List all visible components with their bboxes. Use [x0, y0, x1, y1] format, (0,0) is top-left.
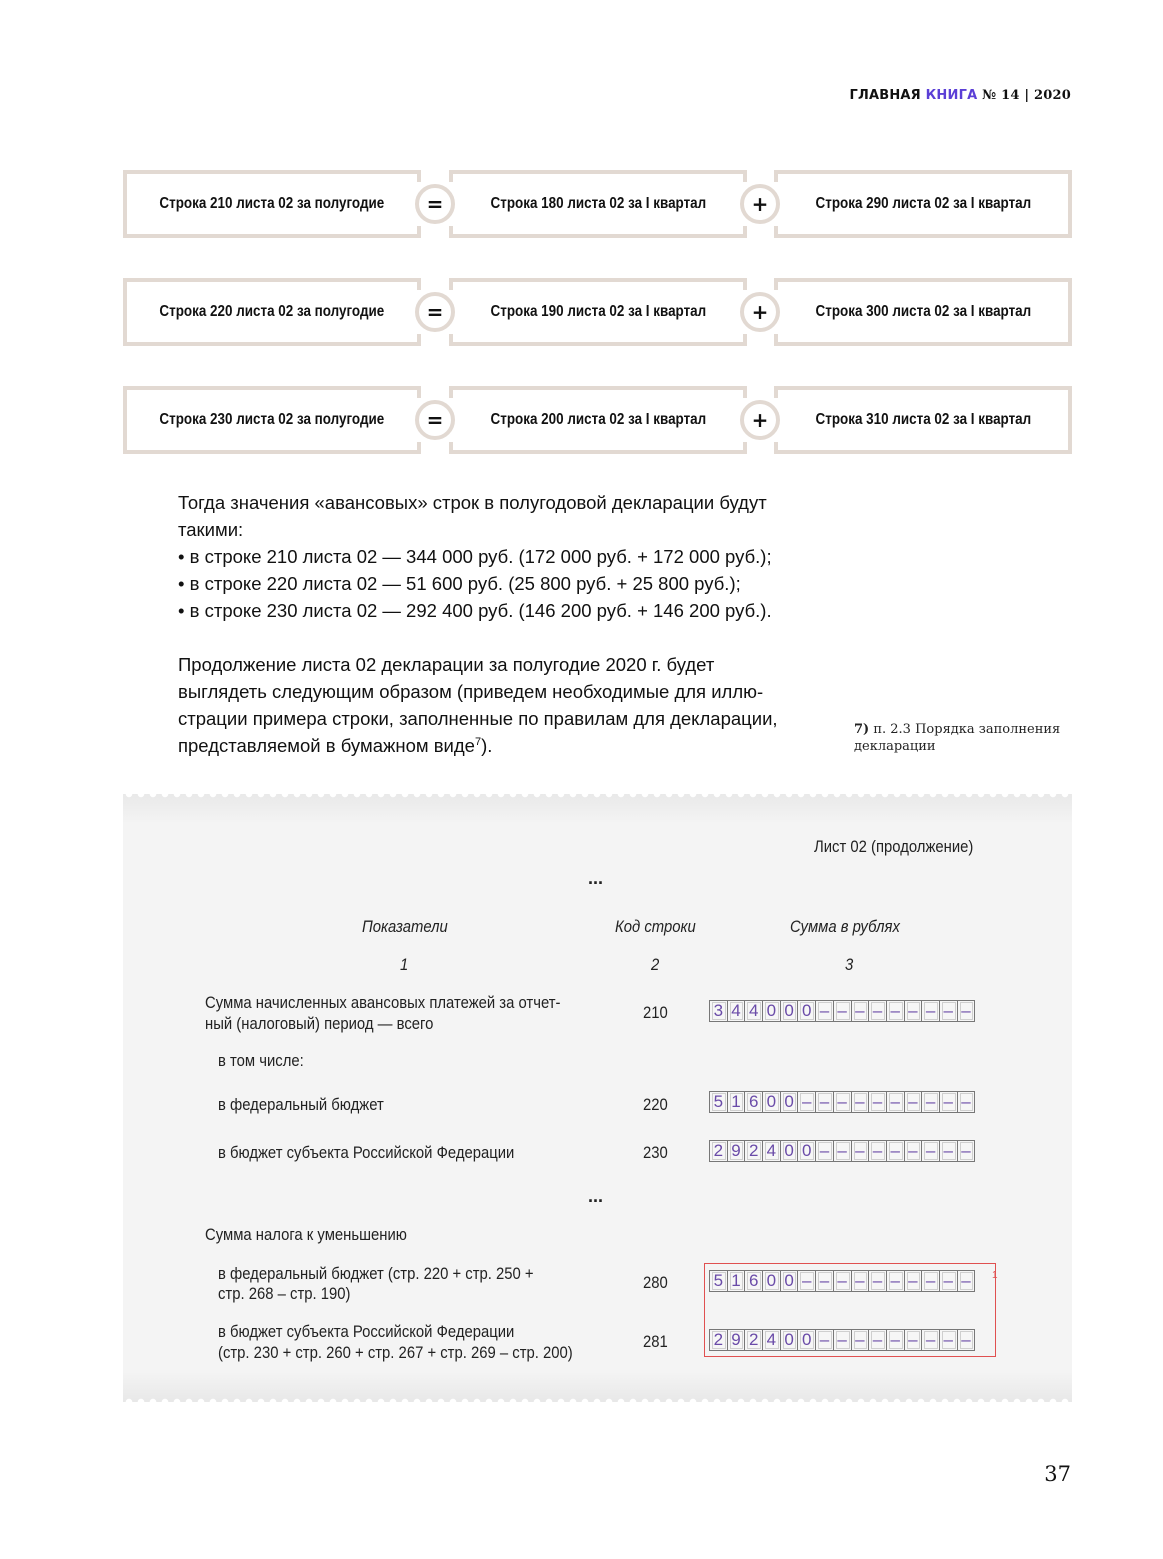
footnote-text: п. 2.3 Порядка заполнения декларации [854, 722, 1061, 754]
bullet-item: • в строке 210 листа 02 — 344 000 руб. (172 000 руб. + 172 000 руб.); [178, 543, 808, 570]
formula-middle-box [449, 170, 747, 238]
formula-middle-text: Строка 190 листа 02 за I квартал [490, 303, 706, 320]
row-220-sum-cells[interactable]: 5 1 6 0 0 – – – – – – – – – – [709, 1091, 975, 1113]
row-230-code: 230 [643, 1144, 668, 1162]
column-header-sum: Сумма в рублях [790, 918, 900, 936]
formula-right-box [774, 170, 1072, 238]
row-281-label-line1: в бюджет субъекта Российской Федерации [218, 1323, 515, 1341]
column-header-indicators: Показатели [362, 918, 448, 936]
column-number-2: 2 [651, 956, 660, 974]
formula-row-1 [123, 170, 1072, 238]
plus-icon: + [740, 184, 780, 224]
formula-middle-text: Строка 180 листа 02 за I квартал [490, 195, 706, 212]
brand-name-part1: ГЛАВНАЯ [849, 88, 921, 103]
formula-right-text: Строка 290 листа 02 за I квартал [815, 195, 1031, 212]
equals-icon: = [415, 400, 455, 440]
bullet-item: • в строке 230 листа 02 — 292 400 руб. (146 200 руб. + 146 200 руб.). [178, 597, 808, 624]
formula-row-2 [123, 278, 1072, 346]
formula-middle-text: Строка 200 листа 02 за I квартал [490, 411, 706, 428]
page-number: 37 [1044, 1462, 1071, 1486]
row-280-label-line1: в федеральный бюджет (стр. 220 + стр. 250 + [218, 1265, 534, 1283]
scalloped-edge-top [123, 794, 1072, 800]
row-230-sum-cells[interactable]: 2 9 2 4 0 0 – – – – – – – – – [709, 1140, 975, 1162]
paragraph-line: выглядеть следующим образом (приведем необходимые для иллю- [178, 681, 764, 702]
highlight-frame [704, 1263, 996, 1357]
scalloped-edge-bottom [123, 1396, 1072, 1402]
plus-icon: + [740, 292, 780, 332]
column-number-3: 3 [845, 956, 854, 974]
formula-middle-box [449, 278, 747, 346]
row-280-code: 280 [643, 1274, 668, 1292]
formula-right-box [774, 386, 1072, 454]
row-210-label-line1: Сумма начисленных авансовых платежей за отчет- [205, 994, 561, 1012]
row-220-code: 220 [643, 1096, 668, 1114]
formula-row-3 [123, 386, 1072, 454]
bullet-item: • в строке 220 листа 02 — 51 600 руб. (25 800 руб. + 25 800 руб.); [178, 570, 808, 597]
magazine-header [849, 88, 1071, 103]
plus-icon: + [740, 400, 780, 440]
row-280-label-line2: стр. 268 – стр. 190) [218, 1285, 351, 1303]
ellipsis: ... [588, 868, 604, 888]
formula-middle-box [449, 386, 747, 454]
column-number-1: 1 [400, 956, 409, 974]
brand-name-part2: КНИГА [925, 88, 978, 103]
formula-left-box [123, 278, 421, 346]
ellipsis: ... [588, 1186, 604, 1206]
row-281-sum-cells[interactable]: 2 9 2 4 0 0 – – – – – – – – – [709, 1329, 975, 1351]
equals-icon: = [415, 184, 455, 224]
footnote-marker: 7) [854, 722, 870, 737]
row-230-label: в бюджет субъекта Российской Федерации [218, 1144, 515, 1162]
row-220-label: в федеральный бюджет [218, 1096, 384, 1114]
footnote-reference[interactable]: 7 [474, 735, 482, 748]
issue-number: № 14 | 2020 [982, 88, 1071, 103]
row-210-sum-cells[interactable]: 3 4 4 0 0 0 – – – – – – – – – [709, 1000, 975, 1022]
row-210-code: 210 [643, 1004, 668, 1022]
sheet-label: Лист 02 (продолжение) [814, 838, 974, 856]
paragraph-intro: Тогда значения «авансовых» строк в полугодовой декларации будут такими: [178, 492, 767, 540]
highlight-marker: 1 [992, 1270, 998, 1281]
paragraph-line: представляемой в бумажном виде$^7$). [178, 735, 493, 756]
formula-left-text: Строка 220 листа 02 за полугодие [159, 303, 385, 320]
formula-left-text: Строка 230 листа 02 за полугодие [159, 411, 385, 428]
formula-right-box [774, 278, 1072, 346]
row-210-label-line2: ный (налоговый) период — всего [205, 1015, 434, 1033]
row-281-code: 281 [643, 1333, 668, 1351]
paragraph-continuation [178, 651, 808, 759]
paragraph-line: страции примера строки, заполненные по правилам для декларации, [178, 708, 778, 729]
column-header-code: Код строки [615, 918, 696, 936]
including-label: в том числе: [218, 1052, 304, 1070]
formula-left-text: Строка 210 листа 02 за полугодие [159, 195, 385, 212]
paragraph-line: Продолжение листа 02 декларации за полугодие 2020 г. будет [178, 654, 715, 675]
row-280-sum-cells[interactable]: 5 1 6 0 0 – – – – – – – – – – [709, 1270, 975, 1292]
row-281-label-line2: (стр. 230 + стр. 260 + стр. 267 + стр. 269 – стр. 200) [218, 1344, 573, 1362]
formula-left-box [123, 386, 421, 454]
formula-right-text: Строка 310 листа 02 за I квартал [815, 411, 1031, 428]
paragraph-advance-values [178, 489, 808, 624]
tax-reduction-label: Сумма налога к уменьшению [205, 1226, 407, 1244]
formula-left-box [123, 170, 421, 238]
equals-icon: = [415, 292, 455, 332]
formula-right-text: Строка 300 листа 02 за I квартал [815, 303, 1031, 320]
footnote [854, 721, 1069, 755]
